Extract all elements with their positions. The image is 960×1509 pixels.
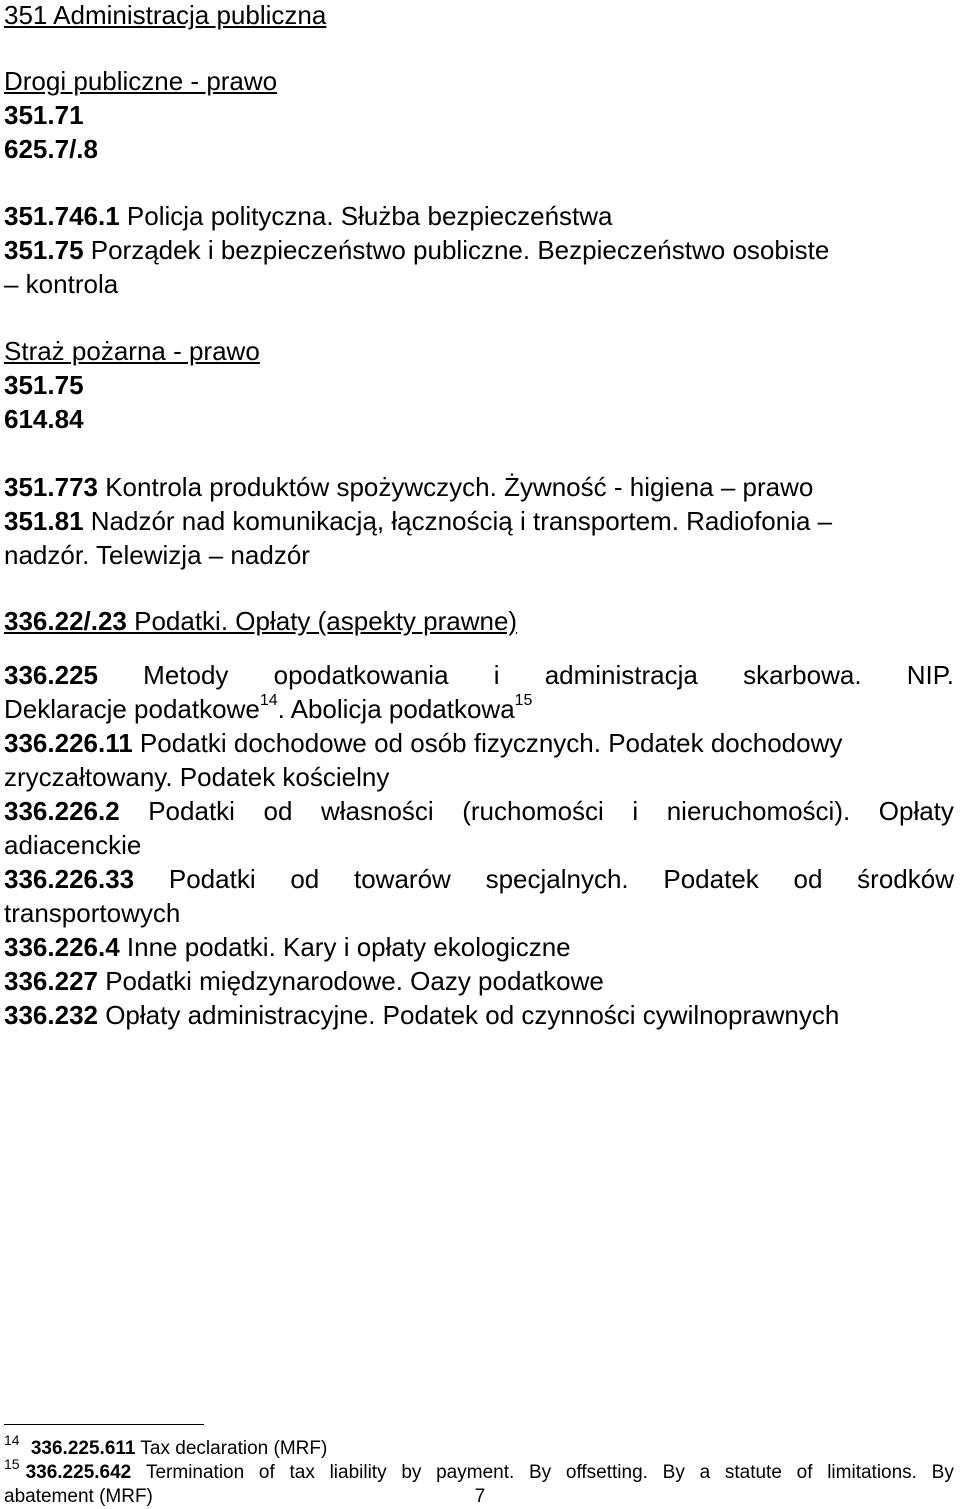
footnote-text: Tax declaration (MRF) [135, 1438, 328, 1459]
section-code: 351.71 [4, 100, 84, 130]
word: Opłaty [878, 796, 954, 826]
section-title-straz: Straż pożarna - prawo [4, 336, 260, 366]
entry-text: Opłaty administracyjne. Podatek od czynności cywilnoprawnych [97, 1000, 840, 1030]
footnote-continuation: abatement (MRF) [4, 1486, 153, 1507]
entry-continuation: adiacenckie [4, 830, 142, 860]
word: środków [857, 864, 954, 894]
entry-code: 336.232 [4, 1000, 98, 1030]
word: statute [724, 1462, 782, 1483]
entry-336-232 [4, 1000, 839, 1030]
word: specjalnych. [485, 864, 629, 894]
word: of [796, 1462, 813, 1483]
entry-336-226-2 [4, 796, 954, 826]
entry-code: 351.81 [4, 506, 84, 536]
entry-text: Nadzór nad komunikacją, łącznością i transportem. Radiofonia – [83, 506, 833, 536]
word: (ruchomości [462, 796, 604, 826]
footnote-separator [4, 1424, 204, 1425]
entry-text: . Abolicja podatkowa [277, 694, 515, 724]
entry-text: Podatki. Opłaty (aspekty prawne) [126, 606, 518, 636]
page-heading: 351 Administracja publiczna [4, 0, 327, 30]
entry-336-226-11 [4, 728, 842, 758]
word: NIP. [906, 660, 954, 690]
word: towarów [354, 864, 451, 894]
word: liability [329, 1462, 387, 1483]
word: offsetting. [565, 1462, 648, 1483]
entry-code: 336.226.4 [4, 932, 120, 962]
page-number: 7 [474, 1486, 486, 1507]
word: limitations. [827, 1462, 917, 1483]
footnote-number: 14 [4, 1431, 20, 1448]
entry-351-75 [4, 235, 829, 265]
word: od [263, 796, 293, 826]
word: i [632, 796, 639, 826]
entry-text: Podatki międzynarodowe. Oazy podatkowe [97, 966, 604, 996]
word: od [290, 864, 320, 894]
word: administracja [544, 660, 698, 690]
word: by [401, 1462, 422, 1483]
word: od [793, 864, 823, 894]
word: Termination [145, 1462, 245, 1483]
word: payment. [436, 1462, 515, 1483]
word: skarbowa. [743, 660, 862, 690]
entry-336-225 [4, 660, 954, 690]
entry-336-22-23 [4, 606, 517, 636]
word: opodatkowania [273, 660, 449, 690]
word: By [662, 1462, 685, 1483]
entry-text: Podatki dochodowe od osób fizycznych. Podatek dochodowy [132, 728, 843, 758]
entry-continuation: zryczałtowany. Podatek kościelny [4, 762, 390, 792]
entry-code: 336.226.33 [4, 864, 135, 894]
entry-336-226-33 [4, 864, 954, 894]
entry-text: Policja polityczna. Służba bezpieczeństwa [119, 201, 613, 231]
entry-text: Inne podatki. Kary i opłaty ekologiczne [119, 932, 571, 962]
word: a [699, 1462, 711, 1483]
entry-text: Kontrola produktów spożywczych. Żywność - higiena – prawo [97, 472, 814, 502]
section-code: 614.84 [4, 404, 84, 434]
word: of [258, 1462, 275, 1483]
entry-text: Porządek i bezpieczeństwo publiczne. Bezpieczeństwo osobiste [83, 235, 830, 265]
word: własności [320, 796, 434, 826]
entry-351-773 [4, 472, 813, 502]
entry-code: 336.22/.23 [4, 606, 127, 636]
entry-code: 351.746.1 [4, 201, 120, 231]
word: tax [289, 1462, 315, 1483]
word: Podatki [148, 796, 235, 826]
footnote-code: 336.225.611 [30, 1438, 136, 1459]
word: Metody [143, 660, 229, 690]
footnote-14 [4, 1431, 328, 1460]
entry-code: 336.226.11 [4, 728, 133, 758]
entry-text: Deklaracje podatkowe [4, 694, 260, 724]
footnote-ref: 14 [259, 692, 278, 710]
footnote-ref: 15 [514, 692, 533, 710]
section-code: 351.75 [4, 370, 84, 400]
entry-code: 351.75 [4, 235, 84, 265]
footnote-15 [4, 1455, 954, 1484]
word: i [493, 660, 500, 690]
entry-code: 336.225 [4, 660, 98, 690]
word: Podatki [168, 864, 256, 894]
entry-code: 351.773 [4, 472, 98, 502]
entry-336-226-4 [4, 932, 571, 962]
entry-continuation [4, 694, 532, 724]
entry-continuation: transportowych [4, 898, 181, 928]
footnote-code: 336.225.642 [25, 1462, 132, 1483]
footnote-number: 15 [4, 1455, 20, 1472]
section-title-drogi: Drogi publiczne - prawo [4, 66, 278, 96]
entry-336-227 [4, 966, 604, 996]
section-code: 625.7/.8 [4, 134, 98, 164]
entry-code: 336.227 [4, 966, 98, 996]
word: By [528, 1462, 552, 1483]
entry-code: 336.226.2 [4, 796, 120, 826]
entry-continuation: – kontrola [4, 269, 119, 299]
word: Podatek [663, 864, 759, 894]
entry-351-746-1 [4, 201, 613, 231]
word: nieruchomości). [666, 796, 851, 826]
entry-continuation: nadzór. Telewizja – nadzór [4, 540, 310, 570]
entry-351-81 [4, 506, 832, 536]
word: By [931, 1462, 954, 1483]
